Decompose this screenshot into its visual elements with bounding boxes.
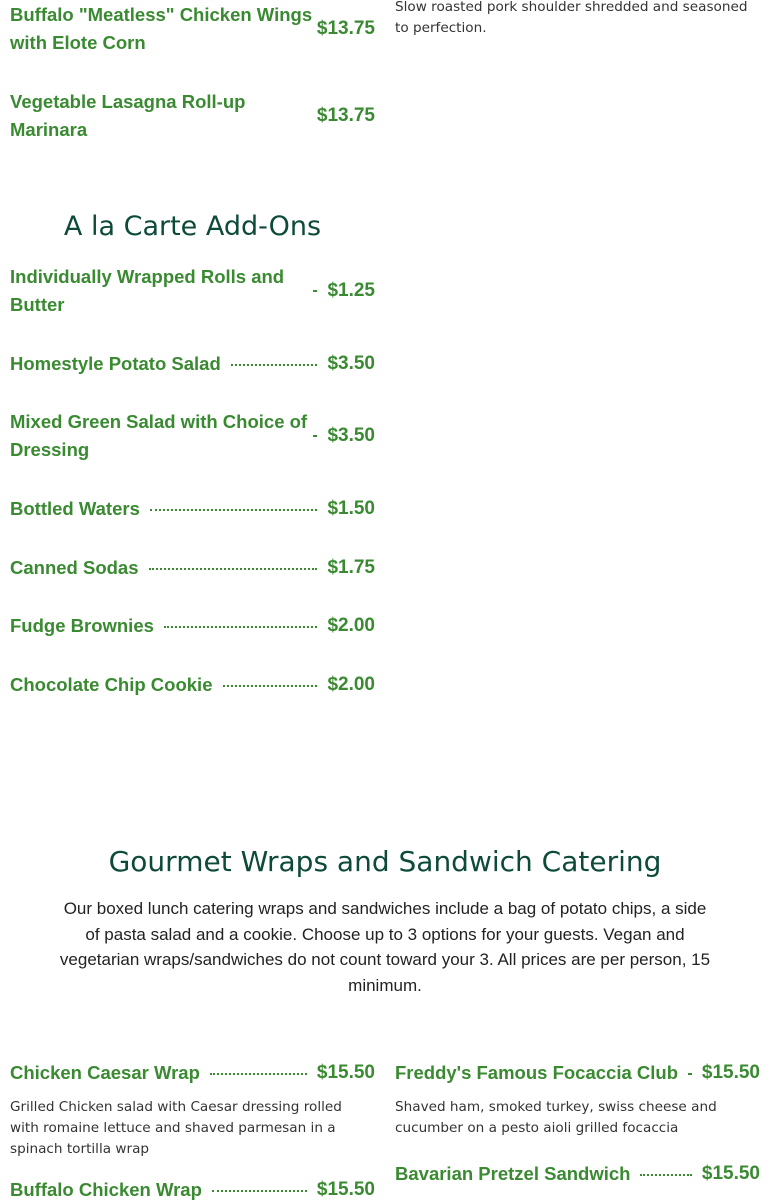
leader-dots [231,364,318,366]
item-description: Grilled Chicken salad with Caesar dressing rolled with romaine lettuce and shaved parmesan in a spinach tortilla wrap [10,1099,342,1157]
wraps-intro: Our boxed lunch catering wraps and sandwiches include a bag of potato chips, a side of pasta salad and a cookie. Choose up to 3 options for your guests. Vegan and vegetarian wraps/sandwiches do not count toward your 3. All prices are per person, 15 minimum. [59,899,711,995]
addon-chocolate-chip-cookie [10,671,375,699]
leader-dots [640,1174,691,1176]
addon-mixed-green-salad [10,408,375,464]
item-name: Bavarian Pretzel Sandwich [395,1163,631,1184]
item-name-line: Mixed Green Salad with Choice of [10,411,308,432]
addon-bottled-waters [10,495,375,523]
item-name-line: with Elote Corn [10,32,146,53]
leader-dots [688,1073,692,1075]
sandwich-focaccia-club [395,1059,760,1087]
menu-item-vegetable-lasagna [10,88,375,144]
item-name: Chocolate Chip Cookie [10,674,213,695]
leader-dots [212,1190,307,1192]
wraps-heading: Gourmet Wraps and Sandwich Catering [108,845,662,878]
item-description: Slow roasted pork shoulder shredded and seasoned to perfection. [395,0,748,36]
item-name: Buffalo Chicken Wrap [10,1179,202,1200]
menu-item-buffalo-meatless-wings [10,1,375,57]
item-name: Freddy's Famous Focaccia Club [395,1062,679,1083]
addon-fudge-brownies [10,612,375,640]
leader-dash [313,290,317,292]
leader-dots [149,568,318,570]
item-name-line: Butter [10,294,65,315]
item-price: $3.50 [327,353,375,374]
item-price: $15.50 [701,1163,760,1184]
item-name-line: Individually Wrapped Rolls and [10,266,285,287]
item-price: $2.00 [327,674,375,695]
item-name: Homestyle Potato Salad [10,353,221,374]
leader-dots [164,626,318,628]
item-price: $1.25 [327,280,375,301]
sandwich-bavarian-pretzel [395,1160,760,1188]
item-price: $15.50 [701,1062,760,1083]
item-name-line: Vegetable Lasagna Roll-up [10,91,246,112]
item-price: $13.75 [316,105,375,126]
item-name: Fudge Brownies [10,615,154,636]
item-price: $15.50 [316,1062,375,1083]
item-name-line: Marinara [10,119,88,140]
wrap-chicken-caesar [10,1059,375,1087]
leader-dots [210,1073,307,1075]
item-price: $1.75 [327,557,375,578]
item-name-line: Buffalo "Meatless" Chicken Wings [10,4,313,25]
item-name-line: Dressing [10,439,90,460]
item-price: $13.75 [316,18,375,39]
wrap-buffalo-chicken [10,1176,375,1204]
item-price: $1.50 [327,498,375,519]
item-name: Canned Sodas [10,557,139,578]
item-description: Shaved ham, smoked turkey, swiss cheese and cucumber on a pesto aioli grilled focaccia [395,1099,717,1136]
item-price: $3.50 [327,425,375,446]
leader-dots [150,509,318,511]
item-price: $2.00 [327,615,375,636]
item-price: $15.50 [316,1179,375,1200]
addon-rolls-butter [10,263,375,319]
addons-heading: A la Carte Add-Ons [63,211,322,242]
item-name: Chicken Caesar Wrap [10,1062,200,1083]
leader-dash [313,435,317,437]
leader-dots [223,685,318,687]
addon-canned-sodas [10,554,375,582]
addon-potato-salad [10,350,375,378]
item-name: Bottled Waters [10,498,140,519]
